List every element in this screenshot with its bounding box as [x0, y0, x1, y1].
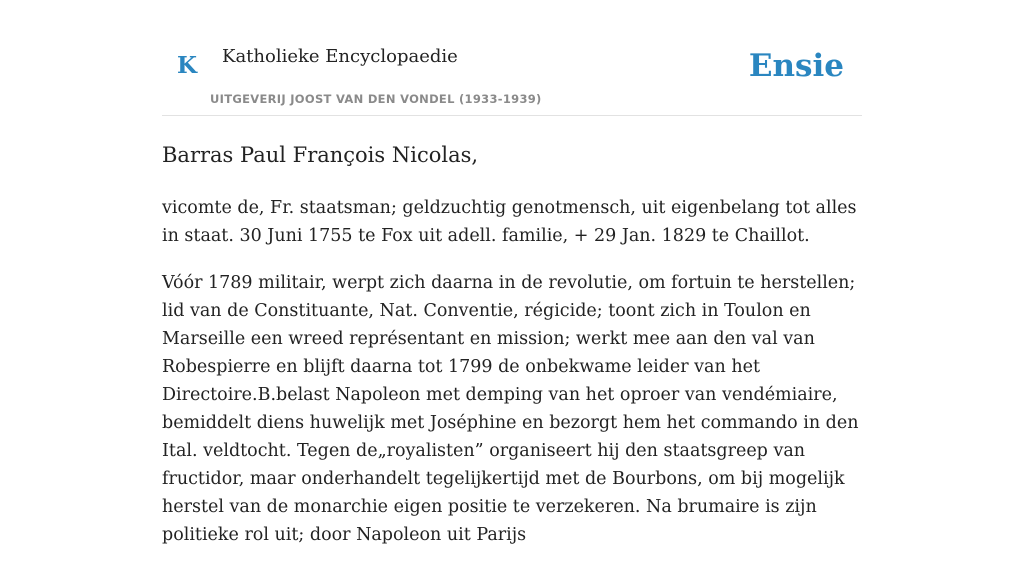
- site-header: [162, 0, 862, 116]
- article-paragraph: vicomte de, Fr. staatsman; geldzuchtig genotmensch, uit eigenbelang tot alles in staat. 30 Juni 1755 te Fox uit adell. familie, + 29 Jan. 1829 te Chaillot.: [162, 198, 857, 246]
- publisher-label: UITGEVERIJ JOOST VAN DEN VONDEL (1933-1939): [210, 92, 542, 106]
- article: [162, 138, 864, 568]
- logo-k-icon[interactable]: K: [177, 52, 197, 79]
- site-title[interactable]: Katholieke Encyclopaedie: [222, 46, 458, 67]
- article-title: Barras Paul François Nicolas,: [162, 143, 479, 167]
- ensie-brand-link[interactable]: Ensie: [748, 48, 844, 84]
- article-paragraph: Vóór 1789 militair, werpt zich daarna in de revolutie, om fortuin te herstellen; lid van de Constituante, Nat. Conventie, régicide; toont zich in Toulon en Marseille een wreed représentant en mission; werkt mee aan den val van Robespierre en blijft daarna tot 1799 de onbekwame leider van het Directoire.B.belast Napoleon met demping van het oproer van vendémiaire, bemiddelt diens huwelijk met Joséphine en bezorgt hem het commando in den Ital. veldtocht. Tegen de„royalisten” organiseert hij den staatsgreep van fructidor, maar onderhandelt tegelijkertijd met de Bourbons, om bij mogelijk herstel van de monarchie eigen positie te verzekeren. Na brumaire is zijn politieke rol uit; door Napoleon uit Parijs: [162, 273, 859, 545]
